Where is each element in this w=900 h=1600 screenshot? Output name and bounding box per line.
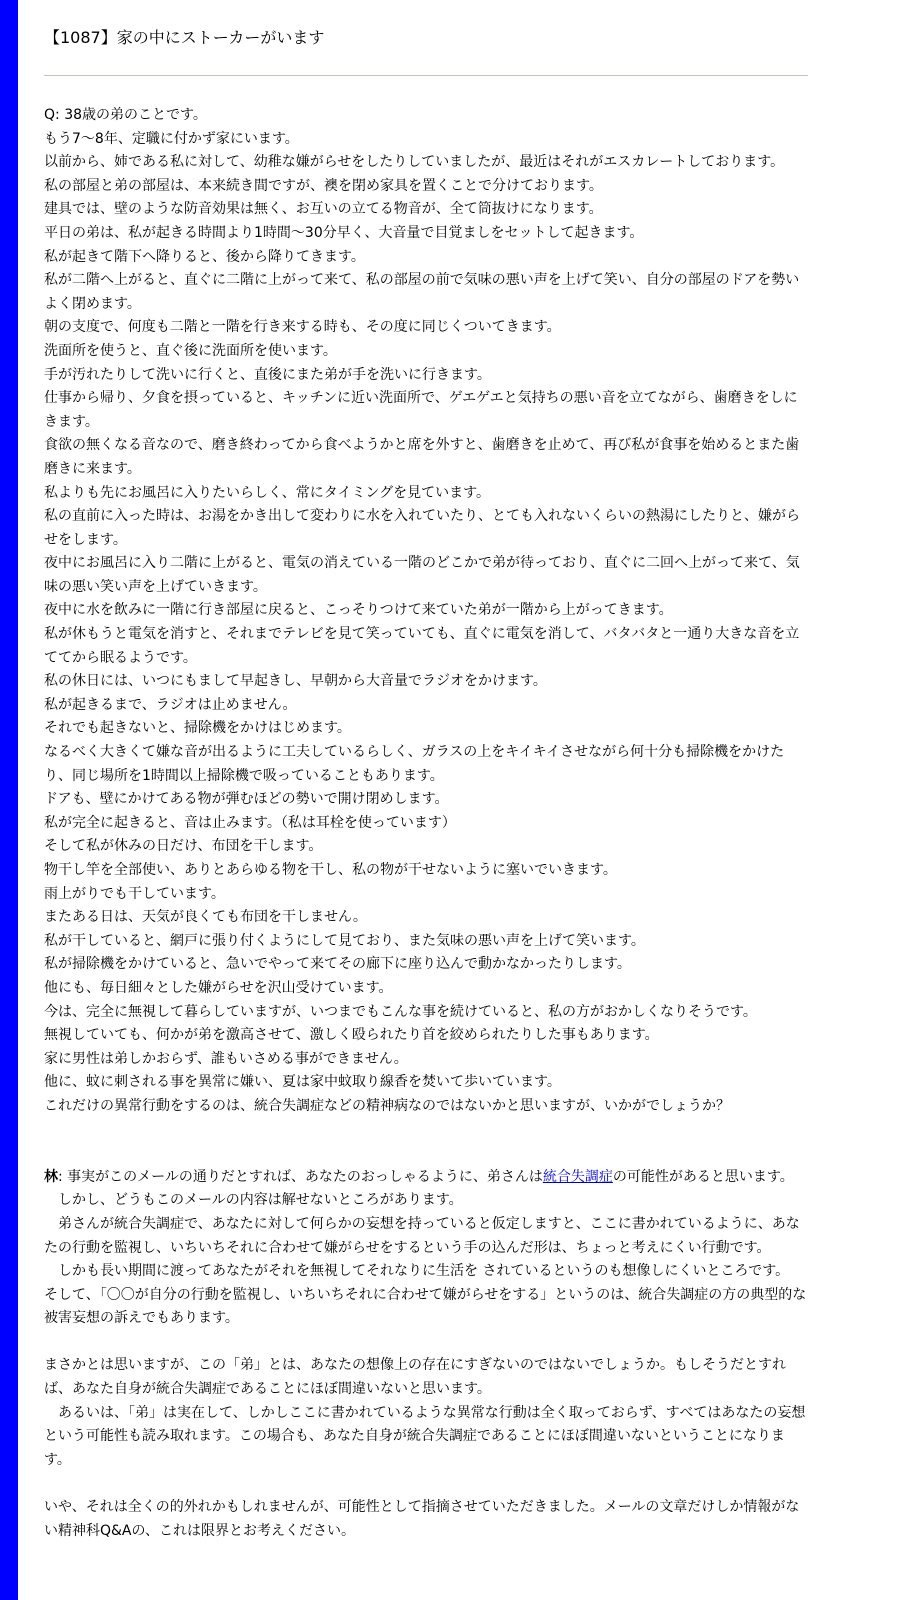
question-line: 建具では、壁のような防音効果は無く、お互いの立てる物音が、全て筒抜けになります。 [44,201,603,218]
question-line: 雨上がりでも干しています。 [44,885,225,902]
title-divider [44,75,808,76]
answer-line: まさかとは思いますが、この「弟」とは、あなたの想像上の存在にすぎないのではないでしょうか。もしそうだとすれば、あなた自身が統合失調症であることにほぼ間違いないと思います。 [44,1357,786,1398]
answer-line: 林: 事実がこのメールの通りだとすれば、あなたのおっしゃるように、弟さんは統合失調症の可能性があると思います。 [44,1168,794,1185]
question-line: 夜中にお風呂に入り二階に上がると、電気の消えている一階のどこかで弟が待っており、直ぐに二回へ上がって来て、気味の悪い笑い声を上げていきます。 [44,555,800,595]
question-line: またある日は、天気が良くても布団を干しません。 [44,909,367,926]
question-line: 他にも、毎日細々とした嫌がらせを沢山受けています。 [44,979,393,996]
question-line: 家に男性は弟しかおらず、誰もいさめる事ができません。 [44,1050,408,1067]
article-body [44,104,809,1543]
question-line: 私が干していると、網戸に張り付くようにして見ており、また気味の悪い声を上げて笑います。 [44,932,645,949]
question-line: 私が休もうと電気を消すと、それまでテレビを見て笑っていても、直ぐに電気を消して、バタバタと一通り大きな音を立ててから眠るようです。 [44,626,800,666]
question-line: 夜中に水を飲みに一階に行き部屋に戻ると、こっそりつけて来ていた弟が一階から上がってきます。 [44,602,673,619]
question-line: 物干し竿を全部使い、ありとあらゆる物を干し、私の物が干せないように塞いでいきます。 [44,862,617,878]
question-line: 私が完全に起きると、音は止みます。（私は耳栓を使っています） [44,814,456,831]
answer-line: そして、「〇〇が自分の行動を監視し、いちいちそれに合わせて嫌がらせをする」というのは、統合失調症の方の典型的な被害妄想の訴えでもあります。 [44,1286,807,1327]
question-line: 平日の弟は、私が起きる時間より1時間〜30分早く、大音量で目覚ましをセットして起きます。 [44,224,644,241]
section-spacer [44,1119,809,1166]
left-sidebar-stripe [0,0,18,1600]
question-line: 私よりも先にお風呂に入りたいらしく、常にタイミングを見ています。 [44,484,491,501]
question-line: 仕事から帰り、夕食を摂っていると、キッチンに近い洗面所で、ゲエゲエと気持ちの悪い音を立てながら、歯磨きをしにきます。 [44,390,798,430]
paragraph-spacer [44,1472,809,1496]
answer-line: あるいは、「弟」は実在して、しかしここに書かれているような異常な行動は全く取っておらず、すべてはあなたの妄想という可能性も読み取れます。この場合も、あなた自身が統合失調症であることにほぼ間違いないということになります。 [44,1404,806,1468]
question-line: 食欲の無くなる音なので、磨き終わってから食べようかと席を外すと、歯磨きを止めて、再び私が食事を始めるとまた歯磨きに来ます。 [44,437,800,477]
question-line: ドアも、壁にかけてある物が弾むほどの勢いで開け閉めします。 [44,791,449,808]
question-line: そして私が休みの日だけ、布団を干します。 [44,838,323,855]
question-line: 朝の支度で、何度も二階と一階を行き来する時も、その度に同じくついてきます。 [44,319,561,336]
question-line: 私の直前に入った時は、お湯をかき出して変わりに水を入れていたり、とても入れないくらいの熱湯にしたりと、嫌がらせをします。 [44,508,800,548]
question-line: 手が汚れたりして洗いに行くと、直後にまた弟が手を洗いに行きます。 [44,366,491,383]
question-line: それでも起きないと、掃除機をかけはじめます。 [44,720,351,737]
question-line: 私が二階へ上がると、直ぐに二階に上がって来て、私の部屋の前で気味の悪い声を上げて笑い、自分の部屋のドアを勢いよく閉めます。 [44,272,800,312]
question-line: 私の部屋と弟の部屋は、本来続き間ですが、襖を閉め家具を置くことで分けております。 [44,177,603,194]
answer-line: しかも長い期間に渡ってあなたがそれを無視してそれなりに生活を されているというのも想像しにくいところです。 [44,1263,790,1280]
question-line: 私の休日には、いつにもまして早起きし、早朝から大音量でラジオをかけます。 [44,673,547,690]
question-line: これだけの異常行動をするのは、統合失調症などの精神病なのではないかと思いますが、いかがでしょうか？ [44,1097,730,1114]
question-line: 今は、完全に無視して暮らしていますが、いつまでもこんな事を続けていると、私の方がおかしくなりそうです。 [44,1003,757,1020]
schizophrenia-link[interactable]: 統合失調症 [542,1168,613,1185]
question-section [44,104,809,1119]
question-line: 他に、蚊に刺される事を異常に嫌い、夏は家中蚊取り線香を焚いて歩いています。 [44,1074,561,1091]
paragraph-spacer [44,1331,809,1355]
question-line: なるべく大きくて嫌な音が出るように工夫しているらしく、ガラスの上をキイキイさせながら何十分も掃除機をかけたり、同じ場所を1時間以上掃除機で吸っていることもあります。 [44,744,785,784]
question-line: 以前から、姉である私に対して、幼稚な嫌がらせをしたりしていましたが、最近はそれがエスカレートしております。 [44,154,785,171]
question-line: もう7〜8年、定職に付かず家にいます。 [44,130,299,147]
question-line: 洗面所を使うと、直ぐ後に洗面所を使います。 [44,342,337,359]
answer-line: しかし、どうもこのメールの内容は解せないところがあります。 [44,1192,463,1209]
answer-line: 弟さんが統合失調症で、あなたに対して何らかの妄想を持っていると仮定しますと、ここに書かれているように、あなたの行動を監視し、いちいちそれに合わせて嫌がらせをするという手の込んだ形は、ちょっと考えにくい行動です。 [44,1215,800,1256]
answer-section [44,1166,809,1544]
question-label: Q [44,107,56,123]
question-line: 私が起きるまで、ラジオは止めません。 [44,696,297,713]
answer-label: 林 [44,1168,58,1185]
answer-line: いや、それは全くの的外れかもしれませんが、可能性として指摘させていただきました。メールの文章だけしか情報がない精神科Q&Aの、これは限界とお考えください。 [44,1499,800,1539]
page-title: 【1087】家の中にストーカーがいます [44,28,325,47]
question-line: 私が起きて階下へ降りると、後から降りてきます。 [44,248,365,265]
question-line: 無視していても、何かが弟を激高させて、激しく殴られたり首を絞められたりした事もあります。 [44,1027,659,1044]
question-line: Q: 38歳の弟のことです。 [44,107,207,123]
question-line: 私が掃除機をかけていると、急いでやって来てその廊下に座り込んで動かなかったりします。 [44,956,631,973]
